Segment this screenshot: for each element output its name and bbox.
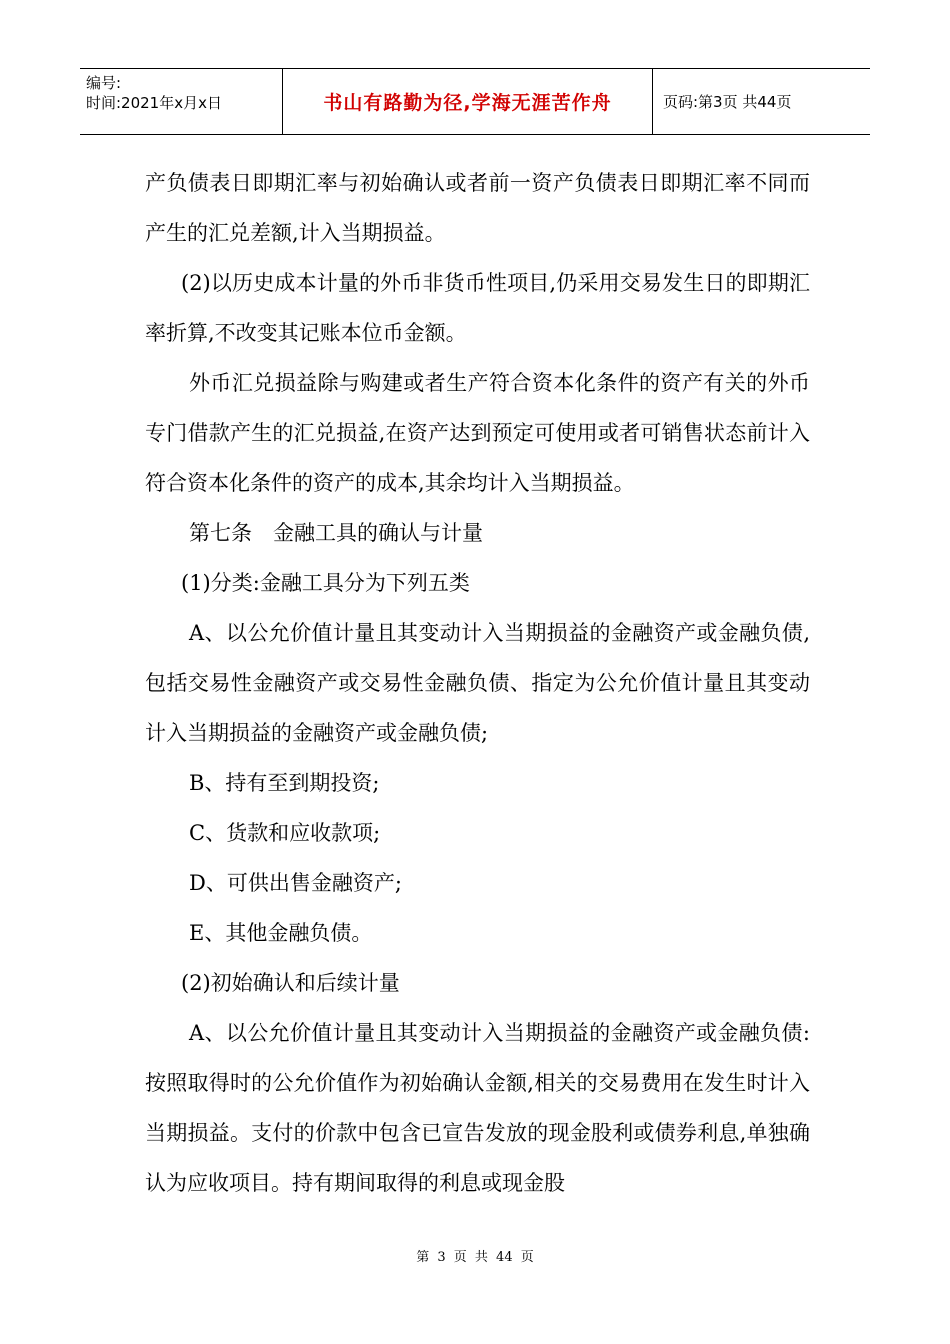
paragraph: (2)初始确认和后续计量: [181, 971, 400, 995]
header-meta: [80, 69, 283, 134]
paragraph: (1)分类:金融工具分为下列五类: [181, 571, 470, 595]
paragraph: A、以公允价值计量且其变动计入当期损益的金融资产或金融负债:按照取得时的公允价值作为初始确认金额,相关的交易费用在发生时计入当期损益。支付的价款中包含已宣告发放的现金股利或债券利息,单独确认为应收项目。持有期间取得的利息或现金股: [145, 1021, 810, 1195]
document-body: [145, 158, 810, 1208]
list-item: B、持有至到期投资;: [189, 771, 380, 795]
paragraph: A、以公允价值计量且其变动计入当期损益的金融资产或金融负债,包括交易性金融资产或交易性金融负债、指定为公允价值计量且其变动计入当期损益的金融资产或金融负债;: [145, 621, 810, 745]
section-heading: 第七条 金融工具的确认与计量: [189, 521, 483, 545]
header-page-info: 页码:第3页 共44页: [663, 93, 792, 111]
number-label: 编号:: [86, 74, 122, 92]
list-item: C、货款和应收款项;: [189, 821, 381, 845]
paragraph: (2)以历史成本计量的外币非货币性项目,仍采用交易发生日的即期汇率折算,不改变其记账本位币金额。: [145, 271, 810, 345]
paragraph: 产负债表日即期汇率与初始确认或者前一资产负债表日即期汇率不同而产生的汇兑差额,计入当期损益。: [145, 171, 810, 245]
list-item: E、其他金融负债。: [189, 921, 373, 945]
time-label: 时间:2021年x月x日: [86, 94, 222, 112]
document-header: [80, 68, 870, 135]
page-footer: 第 3 页 共 44 页: [416, 1250, 534, 1265]
list-item: D、可供出售金融资产;: [189, 871, 402, 895]
paragraph: 外币汇兑损益除与购建或者生产符合资本化条件的资产有关的外币专门借款产生的汇兑损益,在资产达到预定可使用或者可销售状态前计入符合资本化条件的资产的成本,其余均计入当期损益。: [145, 371, 810, 495]
header-motto: 书山有路勤为径,学海无涯苦作舟: [283, 69, 653, 134]
